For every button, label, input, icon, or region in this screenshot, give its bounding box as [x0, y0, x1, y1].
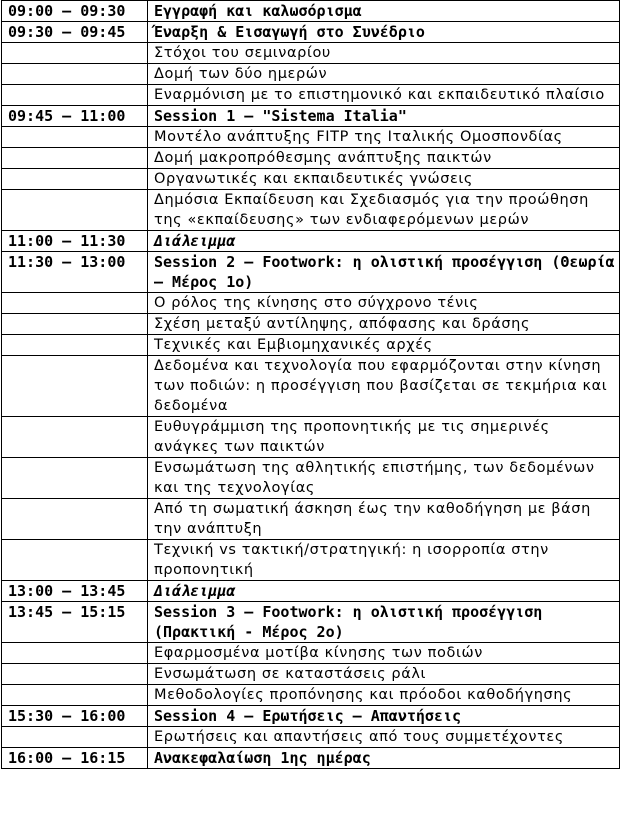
schedule-row: [2, 106, 620, 127]
topic-row: [2, 190, 620, 231]
empty-time-cell: [2, 64, 148, 85]
time-slot: 11:30 – 13:00: [2, 252, 148, 293]
topic-item: Μοντέλο ανάπτυξης FITP της Ιταλικής Ομοσπονδίας: [148, 127, 620, 148]
time-slot: 09:00 – 09:30: [2, 1, 148, 22]
topic-item: Στόχοι του σεμιναρίου: [148, 43, 620, 64]
topic-row: [2, 85, 620, 106]
topic-item: Μεθοδολογίες προπόνησης και πρόοδοι καθοδήγησης: [148, 685, 620, 706]
empty-time-cell: [2, 148, 148, 169]
topic-item: Δομή των δύο ημερών: [148, 64, 620, 85]
topic-row: [2, 458, 620, 499]
session-title: Session 2 – Footwork: η ολιστική προσέγγιση (Θεωρία – Μέρος 1ο): [148, 252, 620, 293]
topic-row: [2, 540, 620, 581]
empty-time-cell: [2, 727, 148, 748]
topic-item: Δομή μακροπρόθεσμης ανάπτυξης παικτών: [148, 148, 620, 169]
topic-row: [2, 664, 620, 685]
session-title: Εγγραφή και καλωσόρισμα: [148, 1, 620, 22]
empty-time-cell: [2, 314, 148, 335]
topic-row: [2, 499, 620, 540]
topic-row: [2, 417, 620, 458]
empty-time-cell: [2, 685, 148, 706]
topic-item: Σχέση μεταξύ αντίληψης, απόφασης και δράσης: [148, 314, 620, 335]
time-slot: 09:30 – 09:45: [2, 22, 148, 43]
topic-row: [2, 356, 620, 417]
break-label: Διάλειμμα: [148, 231, 620, 252]
topic-item: Οργανωτικές και εκπαιδευτικές γνώσεις: [148, 169, 620, 190]
time-slot: 16:00 – 16:15: [2, 748, 148, 769]
session-title: Session 1 – "Sistema Italia": [148, 106, 620, 127]
empty-time-cell: [2, 458, 148, 499]
topic-row: [2, 169, 620, 190]
topic-row: [2, 643, 620, 664]
topic-item: Τεχνικές και Εμβιομηχανικές αρχές: [148, 335, 620, 356]
schedule-row: [2, 581, 620, 602]
empty-time-cell: [2, 643, 148, 664]
topic-row: [2, 127, 620, 148]
topic-row: [2, 148, 620, 169]
topic-row: [2, 685, 620, 706]
time-slot: 13:00 – 13:45: [2, 581, 148, 602]
empty-time-cell: [2, 169, 148, 190]
schedule-table: [1, 0, 620, 769]
topic-row: [2, 335, 620, 356]
empty-time-cell: [2, 499, 148, 540]
topic-item: Από τη σωματική άσκηση έως την καθοδήγηση με βάση την ανάπτυξη: [148, 499, 620, 540]
topic-row: [2, 64, 620, 85]
topic-row: [2, 727, 620, 748]
session-title: Session 3 – Footwork: η ολιστική προσέγγιση (Πρακτική - Μέρος 2ο): [148, 602, 620, 643]
topic-row: [2, 293, 620, 314]
empty-time-cell: [2, 335, 148, 356]
time-slot: 15:30 – 16:00: [2, 706, 148, 727]
empty-time-cell: [2, 540, 148, 581]
session-title: Session 4 – Ερωτήσεις – Απαντήσεις: [148, 706, 620, 727]
topic-item: Ευθυγράμμιση της προπονητικής με τις σημερινές ανάγκες των παικτών: [148, 417, 620, 458]
topic-item: Εφαρμοσμένα μοτίβα κίνησης των ποδιών: [148, 643, 620, 664]
topic-item: Εναρμόνιση με το επιστημονικό και εκπαιδευτικό πλαίσιο: [148, 85, 620, 106]
topic-item: Ενσωμάτωση σε καταστάσεις ράλι: [148, 664, 620, 685]
schedule-row: [2, 602, 620, 643]
schedule-row: [2, 748, 620, 769]
schedule-row: [2, 252, 620, 293]
schedule-body: [2, 1, 620, 769]
topic-item: Δημόσια Εκπαίδευση και Σχεδιασμός για την προώθηση της «εκπαίδευσης» των ενδιαφερόμενων μερών: [148, 190, 620, 231]
empty-time-cell: [2, 85, 148, 106]
empty-time-cell: [2, 293, 148, 314]
break-label: Διάλειμμα: [148, 581, 620, 602]
topic-item: Ερωτήσεις και απαντήσεις από τους συμμετέχοντες: [148, 727, 620, 748]
topic-item: Δεδομένα και τεχνολογία που εφαρμόζονται στην κίνηση των ποδιών: η προσέγγιση που βασίζεται σε τεκμήρια και δεδομένα: [148, 356, 620, 417]
empty-time-cell: [2, 356, 148, 417]
topic-item: Ενσωμάτωση της αθλητικής επιστήμης, των δεδομένων και της τεχνολογίας: [148, 458, 620, 499]
session-title: Έναρξη & Εισαγωγή στο Συνέδριο: [148, 22, 620, 43]
topic-row: [2, 314, 620, 335]
time-slot: 11:00 – 11:30: [2, 231, 148, 252]
time-slot: 13:45 – 15:15: [2, 602, 148, 643]
schedule-row: [2, 1, 620, 22]
topic-item: Ο ρόλος της κίνησης στο σύγχρονο τένις: [148, 293, 620, 314]
schedule-row: [2, 231, 620, 252]
time-slot: 09:45 – 11:00: [2, 106, 148, 127]
topic-item: Τεχνική vs τακτική/στρατηγική: η ισορροπία στην προπονητική: [148, 540, 620, 581]
empty-time-cell: [2, 664, 148, 685]
empty-time-cell: [2, 417, 148, 458]
session-title: Ανακεφαλαίωση 1ης ημέρας: [148, 748, 620, 769]
empty-time-cell: [2, 190, 148, 231]
empty-time-cell: [2, 127, 148, 148]
empty-time-cell: [2, 43, 148, 64]
schedule-row: [2, 706, 620, 727]
topic-row: [2, 43, 620, 64]
schedule-row: [2, 22, 620, 43]
